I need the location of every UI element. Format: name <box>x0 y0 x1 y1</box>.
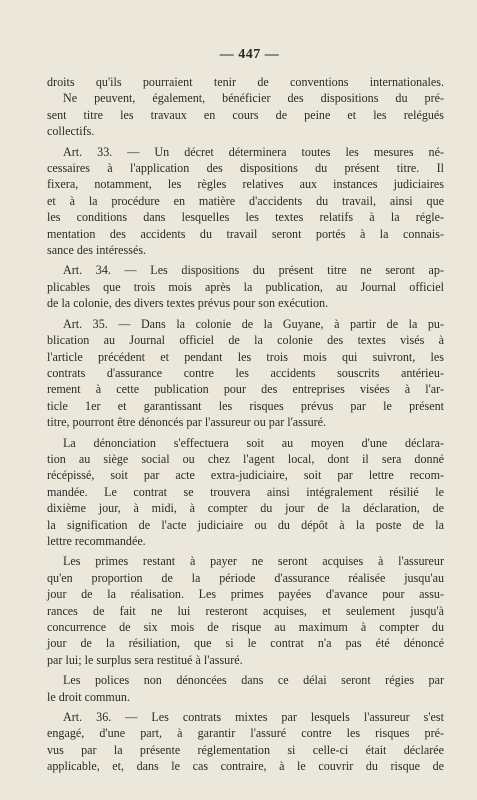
text-line: tion au siège social ou chez l'agent local, dont il sera donné <box>47 451 444 466</box>
paragraph-article-34 <box>47 262 444 311</box>
text-line: plicables que trois mois après la publication, au Journal officiel <box>47 279 444 294</box>
text-line: l'article précédent et pendant les trois mois qui suivront, les <box>47 349 444 364</box>
page-number: — 447 — <box>219 47 280 62</box>
text-line: Art. 33. — Un décret déterminera toutes les mesures né- <box>63 144 444 159</box>
text-line: Les polices non dénoncées dans ce délai seront régies par <box>63 673 444 688</box>
text-line: lettre recommandée. <box>47 533 146 548</box>
text-line: titre, pourront être dénoncés par l'assureur ou par l'assuré. <box>47 415 327 430</box>
text-line: engagé, d'une part, à garantir l'assuré contre les risques pré- <box>47 726 444 741</box>
text-line: et à la procédure en matière d'accidents du travail, ainsi que <box>47 193 444 208</box>
text-line: le droit commun. <box>47 689 130 704</box>
text-line: Les primes restant à payer ne seront acquises à l'assureur <box>63 554 444 569</box>
text-line: Ne peuvent, également, bénéficier des dispositions du pré- <box>63 91 444 106</box>
text-line: rances de fait ne lui resteront acquises, et seulement jusqu'à <box>47 603 444 618</box>
text-line: par lui; le surplus sera restitué à l'assuré. <box>47 652 243 667</box>
paragraph-article-33 <box>47 144 444 259</box>
paragraph-article-36 <box>47 709 444 775</box>
text-line: Art. 34. — Les dispositions du présent titre ne seront ap- <box>63 263 444 278</box>
text-line: de la colonie, des divers textes prévus pour son exécution. <box>47 296 329 311</box>
text-line: la signification de l'acte judiciaire ou du dépôt à la poste de la <box>47 517 444 532</box>
text-line: jour de la résiliation, que si le contrat n'a pas été dénoncé <box>47 636 444 651</box>
paragraph-denonciation <box>47 435 444 550</box>
text-line: sance des intéressés. <box>47 243 147 258</box>
text-line: mandée. Le contrat se trouvera ainsi intégralement résilié le <box>47 484 444 499</box>
text-line: récépissé, soit par acte extra-judiciaire, soit par lettre recom- <box>47 468 444 483</box>
text-line: qu'en proportion de la période d'assurance réalisée jusqu'au <box>47 570 444 585</box>
paragraph-intro <box>47 74 444 140</box>
text-line: collectifs. <box>47 124 95 139</box>
text-line: concurrence de six mois de risque au maximum à compter du <box>47 620 444 634</box>
text-line: contrats d'assurance contre les accidents souscrits antérieu- <box>47 365 444 380</box>
text-line: dixième jour, à midi, à compter du jour de la déclaration, de <box>47 501 444 516</box>
text-line: droits qu'ils pourraient tenir de conventions internationales. <box>47 75 444 89</box>
text-line: rement à cette publication pour des entreprises visées à l'ar- <box>47 382 444 397</box>
text-line: mentation des accidents du travail seront portés à la connais- <box>47 226 444 241</box>
paragraph-article-35 <box>47 316 444 431</box>
paragraph-polices <box>47 672 444 705</box>
text-line: Art. 35. — Dans la colonie de la Guyane, à partir de la pu- <box>63 316 444 331</box>
text-line: cessaires à l'application des dispositions du présent titre. Il <box>47 161 444 176</box>
text-line: vus par la présente réglementation si celle-ci était déclarée <box>47 742 444 757</box>
text-line: La dénonciation s'effectuera soit au moyen d'une déclara- <box>63 435 444 450</box>
text-line: fixera, notamment, les règles relatives aux instances judiciaires <box>47 177 444 192</box>
text-line: sent titre les travaux en cours de peine et les relégués <box>47 107 444 122</box>
text-line: les conditions dans lesquelles les textes relatifs à la régle- <box>47 210 444 225</box>
paragraph-primes <box>47 553 444 668</box>
text-line: applicable, et, dans le cas contraire, à le couvrir du risque de <box>47 759 444 774</box>
text-line: ticle 1er et garantissant les risques prévus par le présent <box>47 398 444 413</box>
text-line: blication au Journal officiel de la colonie des textes visés à <box>47 333 444 348</box>
text-line: Art. 36. — Les contrats mixtes par lesquels l'assureur s'est <box>63 710 444 725</box>
text-line: jour de la réalisation. Les primes payées d'avance pour assu- <box>47 587 444 602</box>
